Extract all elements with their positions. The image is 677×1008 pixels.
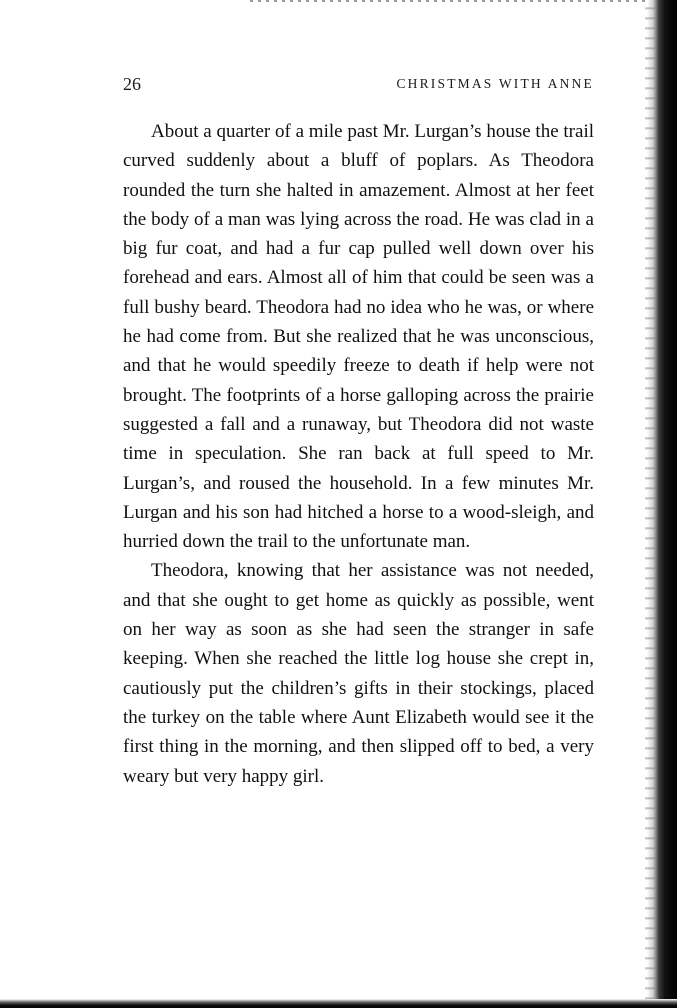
page-bottom-edge xyxy=(0,999,677,1008)
page-number: 26 xyxy=(123,74,141,94)
running-header xyxy=(123,74,594,98)
body-text xyxy=(123,117,594,791)
running-head-title: CHRISTMAS WITH ANNE xyxy=(396,76,594,91)
paragraph-1: About a quarter of a mile past Mr. Lurgan’s house the trail curved suddenly about a bluff of poplars. As Theodora rounded the turn she halted in amazement. Almost at her feet the body of a man was lying across the road. He was clad in a big fur coat, and had a fur cap pulled well down over his forehead and ears. Almost all of him that could be seen was a full bushy beard. Theodora had no idea who he was, or where he had come from. But she realized that he was unconscious, and that he would speedily freeze to death if help were not brought. The footprints of a horse galloping across the prairie suggested a fall and a runaway, but Theodora did not waste time in speculation. She ran back at full speed to Mr. Lurgan’s, and roused the household. In a few minutes Mr. Lurgan and his son had hitched a horse to a wood-sleigh, and hurried down the trail to the unfortunate man. xyxy=(123,121,594,553)
page-top-edge xyxy=(250,0,645,2)
spine-scan-texture xyxy=(645,0,655,1008)
paragraph-2: Theodora, knowing that her assistance was not needed, and that she ought to get home as quickly as possible, went on her way as soon as she had seen the stranger in safe keeping. When she reached the little log house she crept in, cautiously put the children’s gifts in their stockings, placed the turkey on the table where Aunt Elizabeth would see it the first thing in the morning, and then slipped off to bed, a very weary but very happy girl. xyxy=(123,560,594,787)
